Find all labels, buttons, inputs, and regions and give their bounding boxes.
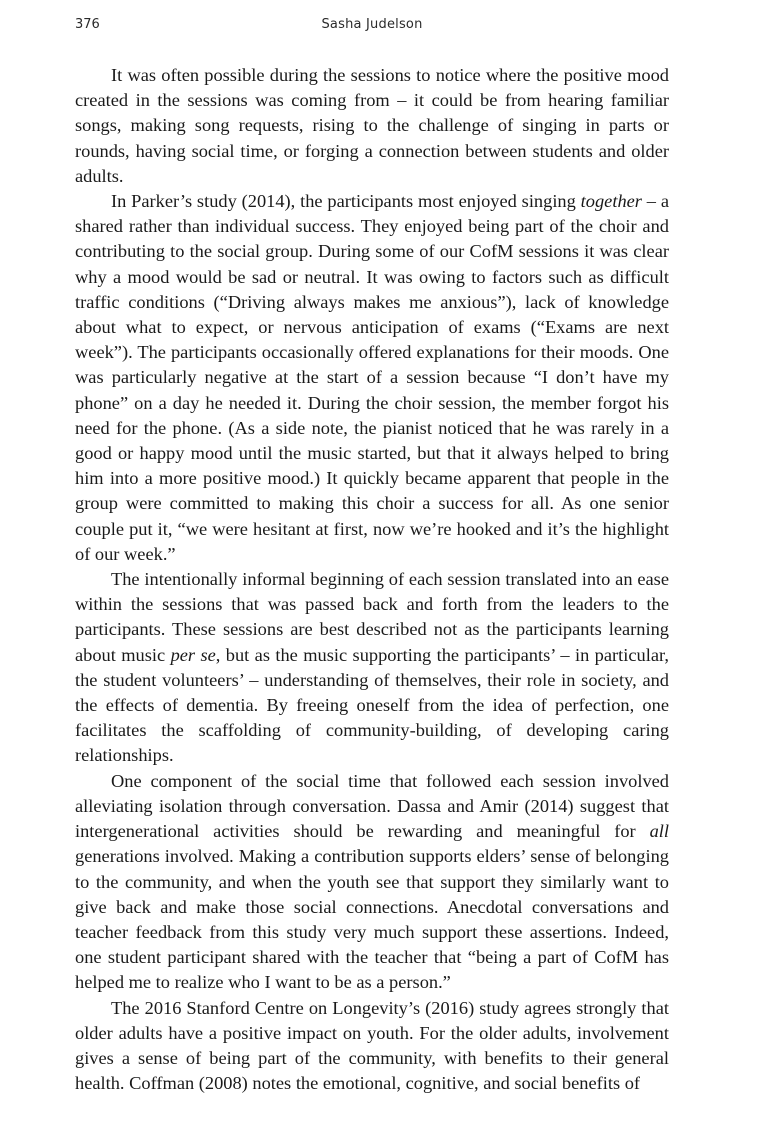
paragraph-text: One component of the social time that followed each session involved alleviating isolation through conversation. Dassa and Amir (2014) suggest that intergenerational activities should be rewarding and meaningful for — [75, 770, 669, 842]
paragraph-text: generations involved. Making a contribution supports elders’ sense of belonging to the community, and when the youth see that support they similarly want to give back and make those social connections. Anecdotal conversations and teacher feedback from this study very much support these assertions. Indeed, one student participant shared with the teacher that “being a part of CofM has helped me to realize who I want to be as a person.” — [75, 846, 669, 993]
running-title-author: Sasha Judelson — [321, 17, 423, 32]
paragraph-text: It was often possible during the sessions to notice where the positive mood created in the sessions was coming from – it could be from hearing familiar songs, making song requests, rising to the challenge of singing in parts or rounds, having social time, or forging a connection between students and older adults. — [75, 65, 669, 186]
page-number: 376 — [75, 17, 100, 32]
paragraph-parker-study — [75, 189, 669, 567]
emphasis-all: all — [649, 821, 669, 842]
paragraph-text: The intentionally informal beginning of each session translated into an ease within the sessions that was passed back and forth from the leaders to the participants. These sessions are best described not as the participants learning about music — [75, 569, 669, 665]
paragraph-text: In Parker’s study (2014), the participants most enjoyed singing — [111, 191, 581, 212]
paragraph-informal-beginning — [75, 567, 669, 769]
emphasis-together: together — [580, 191, 642, 212]
paragraph-text: The 2016 Stanford Centre on Longevity’s (2016) study agrees strongly that older adults have a positive impact on youth. For the older adults, involvement gives a sense of being part of the community, with benefits to their general health. Coffman (2008) notes the emotional, cognitive, and social benefits of — [75, 997, 669, 1094]
running-head — [75, 14, 669, 36]
paragraph-positive-mood — [75, 63, 669, 189]
body-text — [75, 63, 669, 1096]
emphasis-per-se: per se — [170, 644, 216, 665]
paragraph-social-time — [75, 769, 669, 996]
paragraph-text: – a shared rather than individual success. They enjoyed being part of the choir and contributing to the social group. During some of our CofM sessions it was clear why a mood would be sad or neutral. It was owing to factors such as difficult traffic conditions (“Driving always makes me anxious”), lack of knowledge about what to expect, or nervous anticipation of exams (“Exams are next week”). The participants occasionally offered explanations for their moods. One was particularly negative at the start of a session because “I don’t have my phone” on a day he needed it. During the choir session, the member forgot his need for the phone. (As a side note, the pianist noticed that he was rarely in a good or happy mood until the music started, but that it always helped to bring him into a more positive mood.) It quickly became apparent that people in the group were committed to making this choir a success for all. As one senior couple put it, “we were hesitant at first, now we’re hooked and it’s the highlight of our week.” — [75, 191, 669, 564]
paragraph-text: , but as the music supporting the participants’ – in particular, the student volunteers’ – understanding of themselves, their role in society, and the effects of dementia. By freeing oneself from the idea of perfection, one facilitates the scaffolding of community-building, of developing caring relationships. — [75, 644, 669, 766]
paragraph-stanford-study — [75, 996, 669, 1097]
